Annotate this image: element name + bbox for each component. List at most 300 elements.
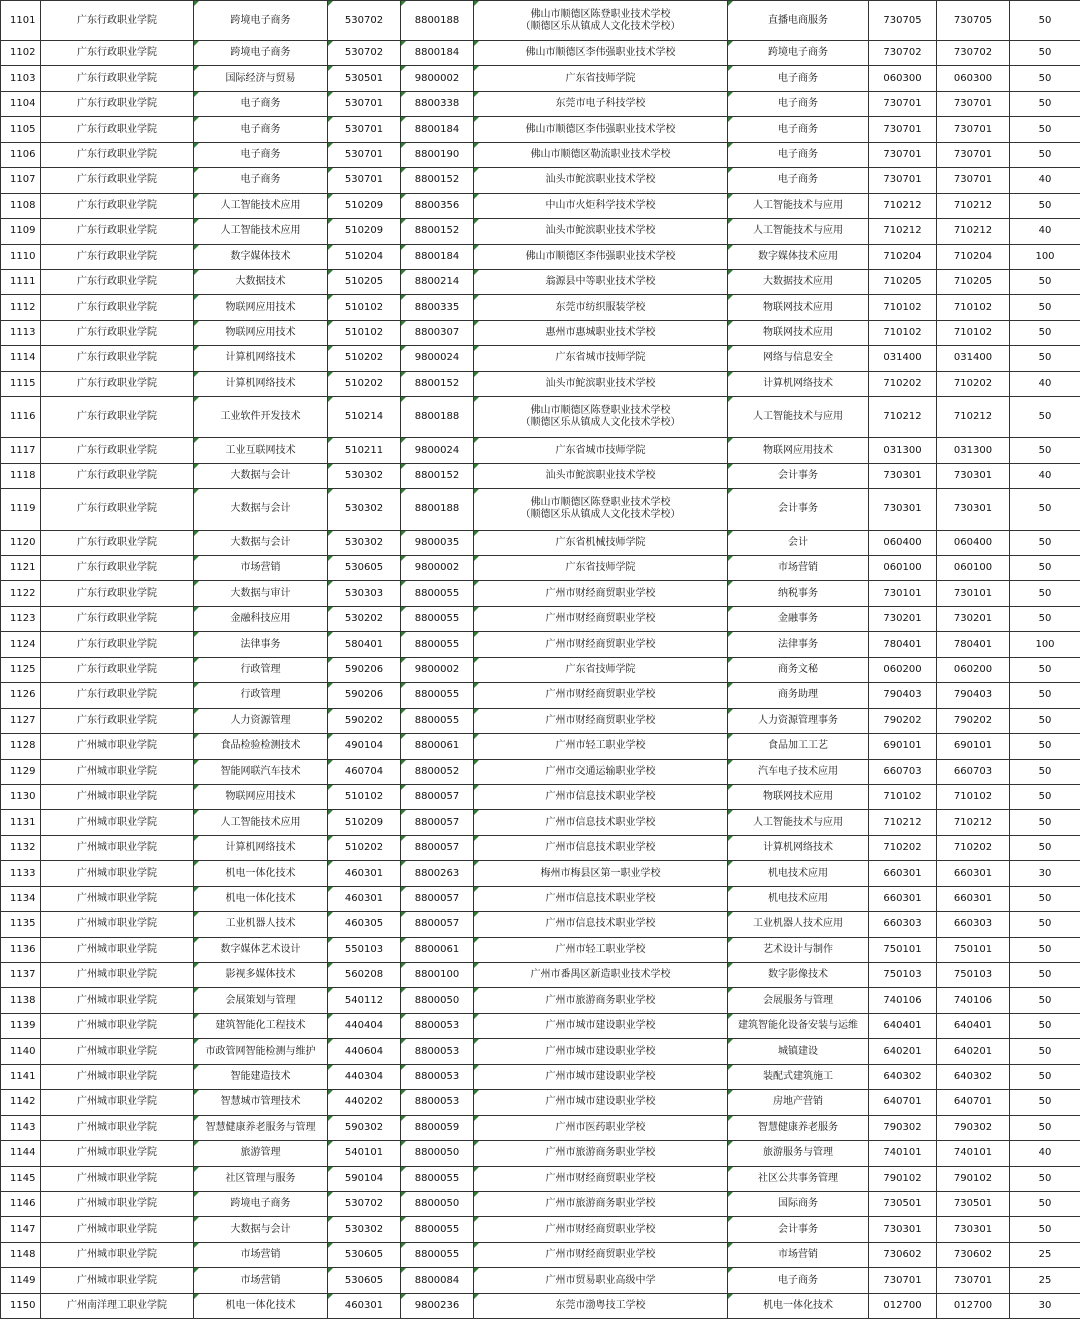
school-code: 8800152: [401, 219, 474, 244]
secondary-major-code: 710102: [869, 295, 937, 320]
enrollment-plan: 100: [1010, 244, 1080, 269]
secondary-major: 房地产营销: [728, 1090, 869, 1115]
enrollment-plan: 25: [1010, 1268, 1080, 1293]
enrollment-plan: 50: [1010, 41, 1080, 66]
higher-major-code: 530702: [328, 41, 401, 66]
higher-major: 市场营销: [194, 1268, 328, 1293]
row-number: 1114: [1, 346, 41, 371]
college-name: 广州城市职业学院: [41, 1191, 194, 1216]
secondary-major-code-2: 660303: [937, 912, 1010, 937]
secondary-major-code: 060300: [869, 66, 937, 91]
secondary-school-line: 佛山市顺德区李伟强职业技术学校: [525, 250, 676, 262]
enrollment-plan: 50: [1010, 912, 1080, 937]
school-code: 8800057: [401, 835, 474, 860]
secondary-school: [474, 657, 728, 682]
higher-major: 大数据技术: [194, 269, 328, 294]
row-number: 1126: [1, 683, 41, 708]
table-row: [1, 530, 1080, 555]
secondary-major: 网络与信息安全: [728, 346, 869, 371]
secondary-school: [474, 886, 728, 911]
college-name: 广东行政职业学院: [41, 397, 194, 438]
secondary-school-line: 中山市火炬科学技术学校: [545, 199, 656, 211]
secondary-school: [474, 937, 728, 962]
secondary-school: [474, 1090, 728, 1115]
higher-major-code: 510209: [328, 219, 401, 244]
secondary-school: [474, 606, 728, 631]
secondary-major-code-2: 730705: [937, 1, 1010, 41]
secondary-major: 大数据技术应用: [728, 269, 869, 294]
secondary-major-code-2: 730301: [937, 463, 1010, 488]
secondary-school: [474, 835, 728, 860]
higher-major-code: 510204: [328, 244, 401, 269]
college-name: 广东行政职业学院: [41, 168, 194, 193]
secondary-school-line: 佛山市顺德区陈登职业技术学校: [530, 8, 671, 20]
higher-major-code: 490104: [328, 734, 401, 759]
secondary-major-code: 730701: [869, 142, 937, 167]
secondary-major-code-2: 060200: [937, 657, 1010, 682]
table-row: [1, 1064, 1080, 1089]
school-code: 8800152: [401, 168, 474, 193]
secondary-school: [474, 397, 728, 438]
college-name: 广东行政职业学院: [41, 606, 194, 631]
higher-major-code: 590206: [328, 683, 401, 708]
secondary-school: [474, 269, 728, 294]
higher-major: 工业互联网技术: [194, 438, 328, 463]
secondary-major-code-2: 031300: [937, 438, 1010, 463]
secondary-school: [474, 1013, 728, 1038]
row-number: 1103: [1, 66, 41, 91]
secondary-major-code: 060200: [869, 657, 937, 682]
school-code: 8800055: [401, 606, 474, 631]
row-number: 1128: [1, 734, 41, 759]
school-code: 8800184: [401, 244, 474, 269]
enrollment-plan: 50: [1010, 66, 1080, 91]
row-number: 1139: [1, 1013, 41, 1038]
row-number: 1118: [1, 463, 41, 488]
secondary-major-code: 660303: [869, 912, 937, 937]
secondary-major: 人力资源管理事务: [728, 708, 869, 733]
college-name: 广东行政职业学院: [41, 489, 194, 530]
secondary-major-code: 780401: [869, 632, 937, 657]
secondary-major-code: 710212: [869, 397, 937, 438]
secondary-school: [474, 683, 728, 708]
higher-major-code: 440202: [328, 1090, 401, 1115]
school-code: 8800055: [401, 1166, 474, 1191]
enrollment-plan: 40: [1010, 371, 1080, 396]
secondary-school-line: 广州市旅游商务职业学校: [545, 1198, 656, 1210]
secondary-major: 直播电商服务: [728, 1, 869, 41]
table-row: [1, 397, 1080, 438]
college-name: 广州城市职业学院: [41, 886, 194, 911]
college-name: 广州城市职业学院: [41, 1217, 194, 1242]
higher-major: 市政管网智能检测与维护: [194, 1039, 328, 1064]
higher-major-code: 560208: [328, 963, 401, 988]
secondary-school: [474, 295, 728, 320]
higher-major: 计算机网络技术: [194, 346, 328, 371]
college-name: 广东行政职业学院: [41, 269, 194, 294]
college-name: 广州城市职业学院: [41, 861, 194, 886]
higher-major-code: 530302: [328, 463, 401, 488]
secondary-major-code: 710212: [869, 810, 937, 835]
row-number: 1109: [1, 219, 41, 244]
table-row: [1, 657, 1080, 682]
table-row: [1, 1166, 1080, 1191]
college-name: 广州城市职业学院: [41, 835, 194, 860]
table-row: [1, 1217, 1080, 1242]
secondary-major-code: 790202: [869, 708, 937, 733]
secondary-major: 市场营销: [728, 1242, 869, 1267]
college-name: 广东行政职业学院: [41, 320, 194, 345]
table-row: [1, 320, 1080, 345]
secondary-major: 国际商务: [728, 1191, 869, 1216]
enrollment-plan: 40: [1010, 219, 1080, 244]
secondary-major-code: 660301: [869, 886, 937, 911]
secondary-school: [474, 861, 728, 886]
enrollment-plan: 50: [1010, 759, 1080, 784]
secondary-school-line: 汕头市鮀滨职业技术学校: [545, 225, 656, 237]
school-code: 8800188: [401, 1, 474, 41]
college-name: 广州城市职业学院: [41, 912, 194, 937]
secondary-major: 计算机网络技术: [728, 371, 869, 396]
higher-major-code: 590104: [328, 1166, 401, 1191]
secondary-school-line: 广州市财经商贸职业学校: [545, 1249, 656, 1261]
college-name: 广东行政职业学院: [41, 581, 194, 606]
school-code: 9800002: [401, 556, 474, 581]
higher-major: 智慧健康养老服务与管理: [194, 1115, 328, 1140]
higher-major-code: 550103: [328, 937, 401, 962]
row-number: 1141: [1, 1064, 41, 1089]
secondary-major: 数字媒体技术应用: [728, 244, 869, 269]
higher-major-code: 510202: [328, 346, 401, 371]
secondary-major-code: 790302: [869, 1115, 937, 1140]
secondary-school-line: 广州市财经商贸职业学校: [545, 587, 656, 599]
school-code: 8800057: [401, 784, 474, 809]
secondary-major: 人工智能技术与应用: [728, 810, 869, 835]
secondary-major: 商务文秘: [728, 657, 869, 682]
school-code: 8800055: [401, 1242, 474, 1267]
secondary-major-code: 730701: [869, 1268, 937, 1293]
enrollment-plan: 50: [1010, 489, 1080, 530]
row-number: 1147: [1, 1217, 41, 1242]
secondary-school-line: 佛山市顺德区李伟强职业技术学校: [525, 123, 676, 135]
table-row: [1, 269, 1080, 294]
secondary-school: [474, 1064, 728, 1089]
higher-major: 物联网应用技术: [194, 295, 328, 320]
secondary-school-line: 广州市城市建设职业学校: [545, 1045, 656, 1057]
secondary-school-line: 广州市信息技术职业学校: [545, 842, 656, 854]
higher-major: 法律事务: [194, 632, 328, 657]
secondary-school-line: 广州市信息技术职业学校: [545, 791, 656, 803]
secondary-major-code: 640302: [869, 1064, 937, 1089]
secondary-school-line: 东莞市纺织服装学校: [555, 301, 646, 313]
higher-major-code: 440304: [328, 1064, 401, 1089]
college-name: 广东行政职业学院: [41, 530, 194, 555]
school-code: 8800184: [401, 41, 474, 66]
secondary-school-line: 广东省技师学院: [565, 664, 636, 675]
secondary-school: [474, 168, 728, 193]
enrollment-plan: 50: [1010, 835, 1080, 860]
secondary-major: 电子商务: [728, 117, 869, 142]
higher-major-code: 530303: [328, 581, 401, 606]
table-row: [1, 759, 1080, 784]
college-name: 广东行政职业学院: [41, 193, 194, 218]
college-name: 广州城市职业学院: [41, 1166, 194, 1191]
secondary-school: [474, 219, 728, 244]
row-number: 1129: [1, 759, 41, 784]
row-number: 1120: [1, 530, 41, 555]
secondary-major: 金融事务: [728, 606, 869, 631]
secondary-major: 电子商务: [728, 142, 869, 167]
secondary-school-line: 广州市财经商贸职业学校: [545, 1172, 656, 1184]
secondary-major: 数字影像技术: [728, 963, 869, 988]
row-number: 1104: [1, 91, 41, 116]
row-number: 1111: [1, 269, 41, 294]
enrollment-plan: 50: [1010, 1115, 1080, 1140]
secondary-school-line: 广州市财经商贸职业学校: [545, 1223, 656, 1235]
secondary-major: 社区公共事务管理: [728, 1166, 869, 1191]
higher-major-code: 530702: [328, 1, 401, 41]
secondary-major-code: 660301: [869, 861, 937, 886]
enrollment-plan: 50: [1010, 269, 1080, 294]
higher-major: 大数据与会计: [194, 530, 328, 555]
enrollment-plan: 30: [1010, 1293, 1080, 1318]
secondary-major: 商务助理: [728, 683, 869, 708]
school-code: 8800057: [401, 810, 474, 835]
higher-major-code: 530605: [328, 556, 401, 581]
higher-major-code: 510102: [328, 295, 401, 320]
secondary-major-code: 031400: [869, 346, 937, 371]
school-code: 8800084: [401, 1268, 474, 1293]
secondary-major-code-2: 730701: [937, 91, 1010, 116]
secondary-school: [474, 320, 728, 345]
table-row: [1, 963, 1080, 988]
secondary-major: 汽车电子技术应用: [728, 759, 869, 784]
table-row: [1, 1115, 1080, 1140]
table-row: [1, 632, 1080, 657]
secondary-major-code-2: 640701: [937, 1090, 1010, 1115]
secondary-major-code: 031300: [869, 438, 937, 463]
higher-major-code: 510102: [328, 784, 401, 809]
school-code: 8800190: [401, 142, 474, 167]
enrollment-plan: 25: [1010, 1242, 1080, 1267]
secondary-major-code-2: 730201: [937, 606, 1010, 631]
higher-major-code: 460704: [328, 759, 401, 784]
secondary-major-code-2: 790202: [937, 708, 1010, 733]
secondary-school-line: 广州市旅游商务职业学校: [545, 1147, 656, 1159]
secondary-major-code: 710102: [869, 320, 937, 345]
higher-major: 电子商务: [194, 168, 328, 193]
secondary-major: 智慧健康养老服务: [728, 1115, 869, 1140]
row-number: 1122: [1, 581, 41, 606]
secondary-school-line: 佛山市顺德区勒流职业技术学校: [530, 148, 671, 160]
secondary-school: [474, 463, 728, 488]
row-number: 1105: [1, 117, 41, 142]
higher-major: 人工智能技术应用: [194, 219, 328, 244]
enrollment-plan: 50: [1010, 1217, 1080, 1242]
secondary-major-code-2: 660301: [937, 861, 1010, 886]
secondary-major-code: 740106: [869, 988, 937, 1013]
table-row: [1, 810, 1080, 835]
school-code: 8800055: [401, 632, 474, 657]
table-row: [1, 606, 1080, 631]
enrollment-plan: 50: [1010, 810, 1080, 835]
school-code: 8800055: [401, 708, 474, 733]
secondary-major-code-2: 730701: [937, 1268, 1010, 1293]
secondary-major-code-2: 740106: [937, 988, 1010, 1013]
college-name: 广东行政职业学院: [41, 371, 194, 396]
secondary-major-code: 730501: [869, 1191, 937, 1216]
secondary-school: [474, 784, 728, 809]
secondary-school: [474, 117, 728, 142]
higher-major: 行政管理: [194, 683, 328, 708]
higher-major: 智慧城市管理技术: [194, 1090, 328, 1115]
enrollment-plan: 50: [1010, 346, 1080, 371]
row-number: 1134: [1, 886, 41, 911]
college-name: 广东行政职业学院: [41, 463, 194, 488]
secondary-major-code-2: 730301: [937, 489, 1010, 530]
higher-major: 跨境电子商务: [194, 41, 328, 66]
table-row: [1, 784, 1080, 809]
higher-major-code: 530302: [328, 489, 401, 530]
higher-major: 大数据与会计: [194, 463, 328, 488]
secondary-school: [474, 41, 728, 66]
higher-major-code: 590202: [328, 708, 401, 733]
secondary-major-code-2: 710202: [937, 835, 1010, 860]
secondary-major: 建筑智能化设备安装与运维: [728, 1013, 869, 1038]
higher-major-code: 510202: [328, 371, 401, 396]
higher-major-code: 510205: [328, 269, 401, 294]
school-code: 8800053: [401, 1090, 474, 1115]
college-name: 广东行政职业学院: [41, 632, 194, 657]
school-code: 8800057: [401, 886, 474, 911]
enrollment-plan: 50: [1010, 117, 1080, 142]
higher-major-code: 510202: [328, 835, 401, 860]
row-number: 1110: [1, 244, 41, 269]
enrollment-plan: 50: [1010, 581, 1080, 606]
higher-major: 机电一体化技术: [194, 886, 328, 911]
secondary-major: 机电技术应用: [728, 861, 869, 886]
school-code: 8800050: [401, 1141, 474, 1166]
school-code: 8800263: [401, 861, 474, 886]
school-code: 8800338: [401, 91, 474, 116]
higher-major: 市场营销: [194, 1242, 328, 1267]
secondary-major-code: 730705: [869, 1, 937, 41]
secondary-major: 法律事务: [728, 632, 869, 657]
higher-major: 电子商务: [194, 91, 328, 116]
secondary-major: 人工智能技术与应用: [728, 397, 869, 438]
secondary-major-code: 690101: [869, 734, 937, 759]
secondary-school-line: 广州市交通运输职业学校: [545, 765, 656, 777]
table-row: [1, 193, 1080, 218]
secondary-school-line: 广东省城市技师学院: [555, 352, 646, 364]
row-number: 1115: [1, 371, 41, 396]
table-row: [1, 1, 1080, 41]
college-name: 广州城市职业学院: [41, 937, 194, 962]
higher-major-code: 590206: [328, 657, 401, 682]
college-name: 广州城市职业学院: [41, 1141, 194, 1166]
secondary-major: 工业机器人技术应用: [728, 912, 869, 937]
table-row: [1, 937, 1080, 962]
enrollment-plan: 50: [1010, 438, 1080, 463]
secondary-school: [474, 142, 728, 167]
college-name: 广东行政职业学院: [41, 683, 194, 708]
higher-major: 市场营销: [194, 556, 328, 581]
enrollment-plan: 50: [1010, 556, 1080, 581]
row-number: 1138: [1, 988, 41, 1013]
secondary-major: 人工智能技术与应用: [728, 219, 869, 244]
college-name: 广东行政职业学院: [41, 66, 194, 91]
school-code: 8800152: [401, 371, 474, 396]
school-code: 8800184: [401, 117, 474, 142]
row-number: 1119: [1, 489, 41, 530]
secondary-major-code-2: 660703: [937, 759, 1010, 784]
higher-major-code: 530701: [328, 142, 401, 167]
school-code: 8800053: [401, 1013, 474, 1038]
secondary-major: 物联网应用技术: [728, 438, 869, 463]
secondary-major-code: 710202: [869, 835, 937, 860]
secondary-major-code-2: 730701: [937, 168, 1010, 193]
higher-major-code: 530701: [328, 168, 401, 193]
table-row: [1, 463, 1080, 488]
school-code: 8800061: [401, 937, 474, 962]
higher-major: 数字媒体艺术设计: [194, 937, 328, 962]
enrollment-plan: 50: [1010, 1191, 1080, 1216]
table-row: [1, 66, 1080, 91]
secondary-school: [474, 438, 728, 463]
secondary-major-code: 640201: [869, 1039, 937, 1064]
secondary-major: 艺术设计与制作: [728, 937, 869, 962]
secondary-school-line: 广州市番禺区新造职业技术学校: [530, 969, 671, 981]
school-code: 8800055: [401, 1217, 474, 1242]
enrollment-plan: 50: [1010, 988, 1080, 1013]
higher-major-code: 440604: [328, 1039, 401, 1064]
secondary-major-code-2: 730602: [937, 1242, 1010, 1267]
enrollment-plan: 40: [1010, 1141, 1080, 1166]
college-name: 广东行政职业学院: [41, 219, 194, 244]
secondary-major-code-2: 640302: [937, 1064, 1010, 1089]
secondary-major-code-2: 710212: [937, 193, 1010, 218]
school-code: 9800002: [401, 66, 474, 91]
table-row: [1, 988, 1080, 1013]
row-number: 1127: [1, 708, 41, 733]
enrollment-plan: 50: [1010, 295, 1080, 320]
table-row: [1, 1013, 1080, 1038]
table-row: [1, 346, 1080, 371]
secondary-school: [474, 810, 728, 835]
secondary-major: 物联网技术应用: [728, 295, 869, 320]
enrollment-plan: 50: [1010, 397, 1080, 438]
school-code: 8800188: [401, 489, 474, 530]
college-name: 广州城市职业学院: [41, 810, 194, 835]
secondary-major: 市场营销: [728, 556, 869, 581]
higher-major-code: 530605: [328, 1242, 401, 1267]
table-row: [1, 438, 1080, 463]
higher-major-code: 590302: [328, 1115, 401, 1140]
secondary-major-code-2: 710212: [937, 219, 1010, 244]
secondary-major-code-2: 790102: [937, 1166, 1010, 1191]
secondary-major-code: 660703: [869, 759, 937, 784]
enrollment-plan: 50: [1010, 530, 1080, 555]
enrollment-plan: 40: [1010, 463, 1080, 488]
enrollment-plan: 50: [1010, 1064, 1080, 1089]
secondary-major: 电子商务: [728, 66, 869, 91]
table-row: [1, 683, 1080, 708]
enrollment-plan: 50: [1010, 886, 1080, 911]
secondary-school: [474, 988, 728, 1013]
higher-major-code: 510102: [328, 320, 401, 345]
school-code: 8800053: [401, 1064, 474, 1089]
higher-major-code: 460301: [328, 861, 401, 886]
